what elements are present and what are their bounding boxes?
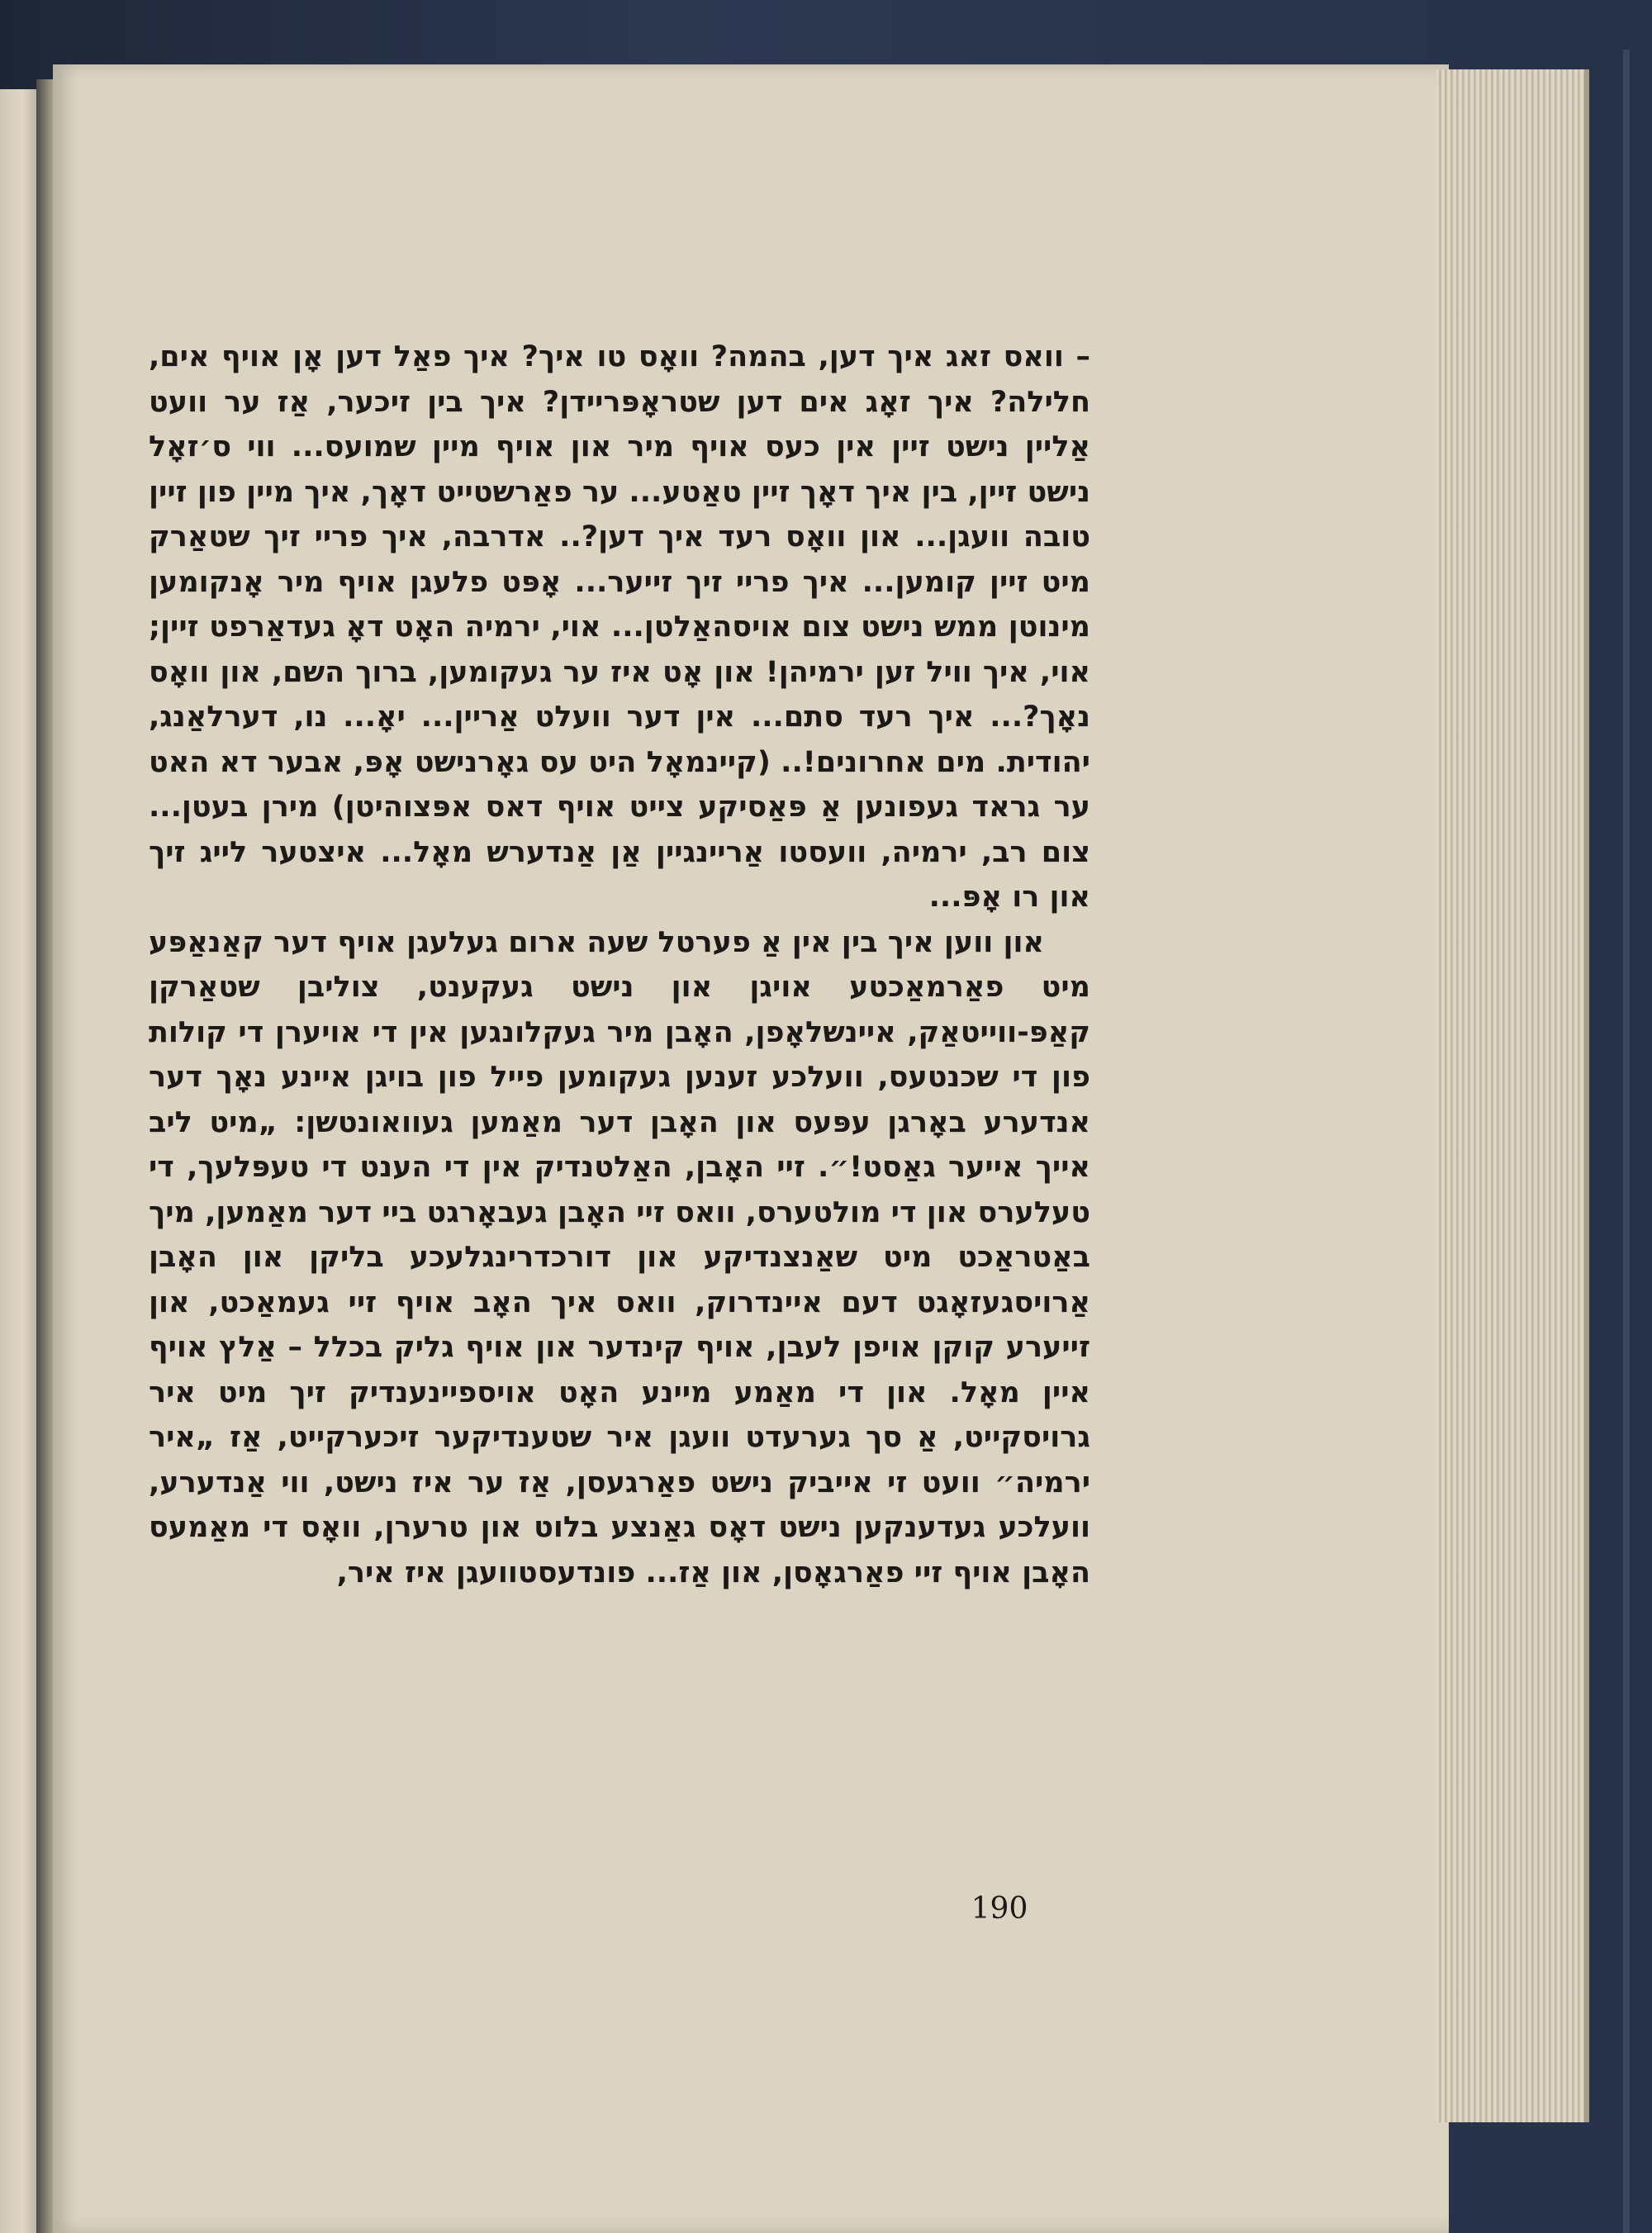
page-edges [1436, 69, 1589, 2122]
page-number: 190 [971, 1892, 1028, 1926]
paragraph: – וואס זאג איך דען, בהמה? וואָס טו איך? איך פאַל דען אָן אויף אים, חלילה? איך זאָג אים דען שטראָפּריידן? איך בין זיכער, אַז ער וועט אַליין נישט זיין אין כעס אויף מיר און אויף מיין שמועס... ווי ס׳זאָל נישט זיין, בין איך דאָך זיין טאַטע... ער פאַרשטייט דאָך, איך מיין פון זיין טובה וועגן... און וואָס רעד איך דען?.. אדרבה, איך פריי זיך שטאַרק מיט זיין קומען... איך פריי זיך זייער... אָפּט פלעגן אויף מיר אָנקומען מינוטן ממש נישט צום אויסהאַלטן... אוי, ירמיה האָט דאָ געדאַרפט זיין; אוי, איך וויל זען ירמיהן! און אָט איז ער געקומען, ברוך השם, און וואָס נאָך?... איך רעד סתם... אין דער וועלט אַריין... יאָ... נו, דערלאַנג, יהודית. מים אחרונים!.. (קיינמאָל היט עס גאָרנישט אָפּ, אבער דא האט ער גראד געפונען אַ פּאַסיקע צייט אויף דאס אפּצוהיטן) מירן בעטן... צום רב, ירמיה, וועסטו אַריינגיין אַן אַנדערש מאָל... איצטער לייג זיך און רו אָפּ... [149, 340, 1090, 914]
left-page-edge [0, 89, 38, 2233]
page-text [149, 335, 1090, 1595]
cover-edge [1623, 50, 1630, 2233]
paragraph: און ווען איך בין אין אַ פערטל שעה ארום געלעגן אויף דער קאַנאַפּע מיט פאַרמאַכטע אויגן און נישט געקענט, צוליבן שטאַרקן קאַפּ-ווייטאַק, איינשלאָפן, האָבן מיר געקלונגען אין די אויערן די קולות פון די שכנטעס, וועלכע זענען געקומען פייל פון בויגן איינע נאָך דער אנדערע באָרגן עפּעס און האָבן דער מאַמען געוואונטשן: „מיט ליב אייך אייער גאַסט!״. זיי האָבן, האַלטנדיק אין די הענט די טעפּלעך, די טעלערס און די מולטערס, וואס זיי האָבן געבאָרגט ביי דער מאַמען, מיך באַטראַכט מיט שאַנצנדיקע און דורכדרינגלעכע בליקן און האָבן אַרויסגעזאָגט דעם איינדרוק, וואס איך האָב אויף זיי געמאַכט, און זייערע קוקן אויפן לעבן, אויף קינדער און אויף גליק בכלל – אַלץ אויף איין מאָל. און די מאַמע מיינע האָט אויספיינענדיק זיך מיט איר גרויסקייט, אַ סך גערעדט וועגן איר שטענדיקער זיכערקייט, אַז „איר ירמיה״ וועט זי אייביק נישט פאַרגעסן, אַז ער איז נישט, ווי אַנדערע, וועלכע געדענקען נישט דאָס גאַנצע בלוט און טרערן, וואָס די מאַמעס האָבן אויף זיי פאַרגאָסן, און אַז... פונדעסטוועגן איז איר, [149, 925, 1090, 1589]
